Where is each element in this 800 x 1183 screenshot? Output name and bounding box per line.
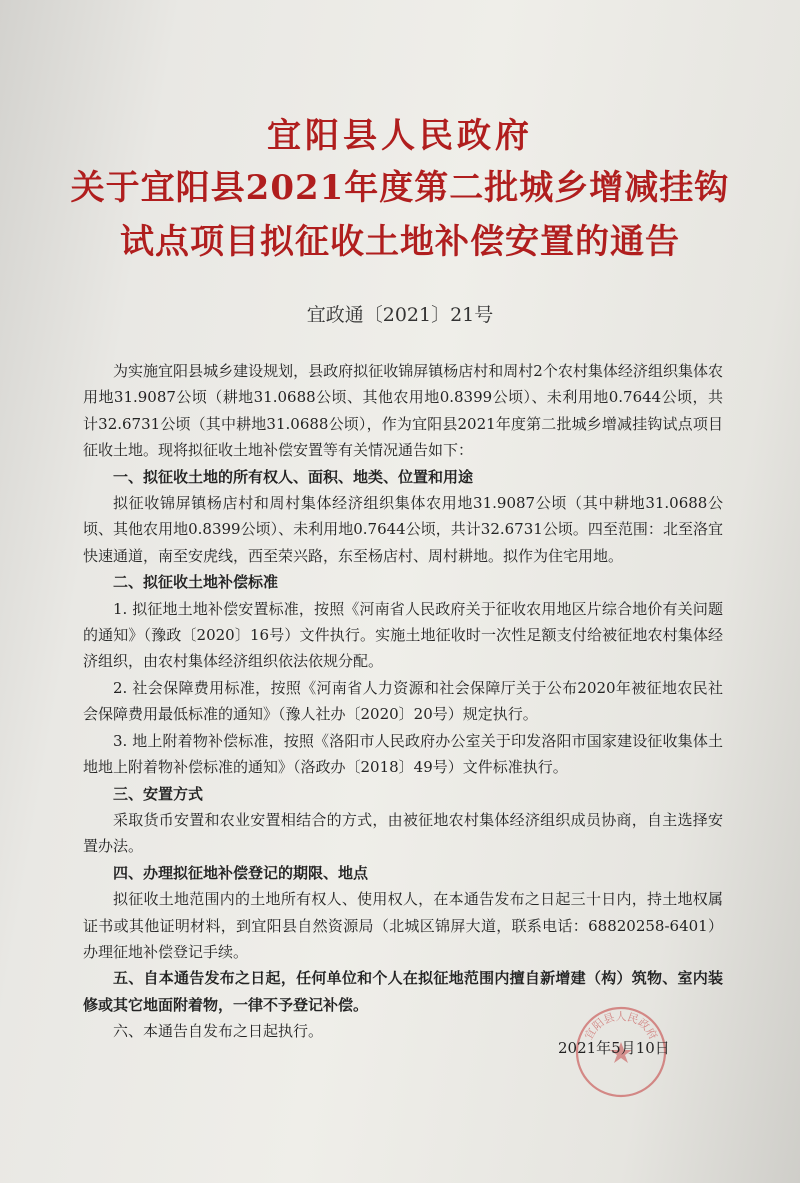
- section-3-heading: 三、安置方式: [113, 784, 204, 803]
- title-line-3: 试点项目拟征收土地补偿安置的通告: [120, 222, 680, 262]
- title-line-1: 宜阳县人民政府: [267, 116, 533, 156]
- section-4-text: 拟征收土地范围内的土地所有权人、使用权人，在本通告发布之日起三十日内，持土地权属证书或其他证明材料，到宜阳县自然资源局（北城区锦屏大道，联系电话：68820258-6401）办理征地补偿登记手续。: [83, 890, 723, 961]
- section-5-text: 五、自本通告发布之日起，任何单位和个人在拟征地范围内擅自新增建（构）筑物、室内装修或其它地面附着物，一律不予登记补偿。: [83, 969, 723, 1014]
- document-number: 宜政通〔2021〕21号: [306, 304, 494, 326]
- section-1-heading: 一、拟征收土地的所有权人、面积、地类、位置和用途: [113, 467, 474, 486]
- title-line-2: 关于宜阳县2021年度第二批城乡增减挂钩: [70, 168, 730, 208]
- seal-text: 宜阳县人民政府: [582, 1010, 660, 1042]
- section-4-heading: 四、办理拟征地补偿登记的期限、地点: [113, 863, 369, 882]
- intro-paragraph: 为实施宜阳县城乡建设规划，县政府拟征收锦屏镇杨店村和周村2个农村集体经济组织集体农用地31.9087公顷（耕地31.0688公顷、其他农用地0.8399公顷）、未利用地0.7644公顷，共计32.6731公顷（其中耕地31.0688公顷），作为宜阳县2021年度第二批城乡增减挂钩试点项目征收土地。现将拟征收土地补偿安置等有关情况通告如下：: [83, 362, 723, 460]
- section-2-item-1: 1. 拟征地土地补偿安置标准，按照《河南省人民政府关于征收农用地区片综合地价有关问题的通知》（豫政〔2020〕16号）文件执行。实施土地征收时一次性足额支付给被征地农村集体经济组织，由农村集体经济组织依法依规分配。: [83, 599, 723, 671]
- section-3-text: 采取货币安置和农业安置相结合的方式，由被征地农村集体经济组织成员协商，自主选择安置办法。: [83, 810, 723, 856]
- section-1-text: 拟征收锦屏镇杨店村和周村集体经济组织集体农用地31.9087公顷（其中耕地31.0688公顷、其他农用地0.8399公顷）、未利用地0.7644公顷，共计32.6731公顷。四至范围：北至洛宜快速通道，南至安虎线，西至荣兴路，东至杨店村、周村耕地。拟作为住宅用地。: [83, 494, 723, 565]
- section-2-item-2: 2. 社会保障费用标准，按照《河南省人力资源和社会保障厅关于公布2020年被征地农民社会保障费用最低标准的通知》（豫人社办〔2020〕20号）规定执行。: [83, 678, 723, 724]
- section-6-text: 六、本通告自发布之日起执行。: [113, 1022, 324, 1041]
- notice-body: [83, 358, 723, 1045]
- section-2-heading: 二、拟征收土地补偿标准: [113, 573, 279, 592]
- publish-date: 2021年5月10日: [558, 1039, 670, 1057]
- section-2-item-3: 3. 地上附着物补偿标准，按照《洛阳市人民政府办公室关于印发洛阳市国家建设征收集体土地地上附着物补偿标准的通知》（洛政办〔2018〕49号）文件标准执行。: [83, 731, 723, 777]
